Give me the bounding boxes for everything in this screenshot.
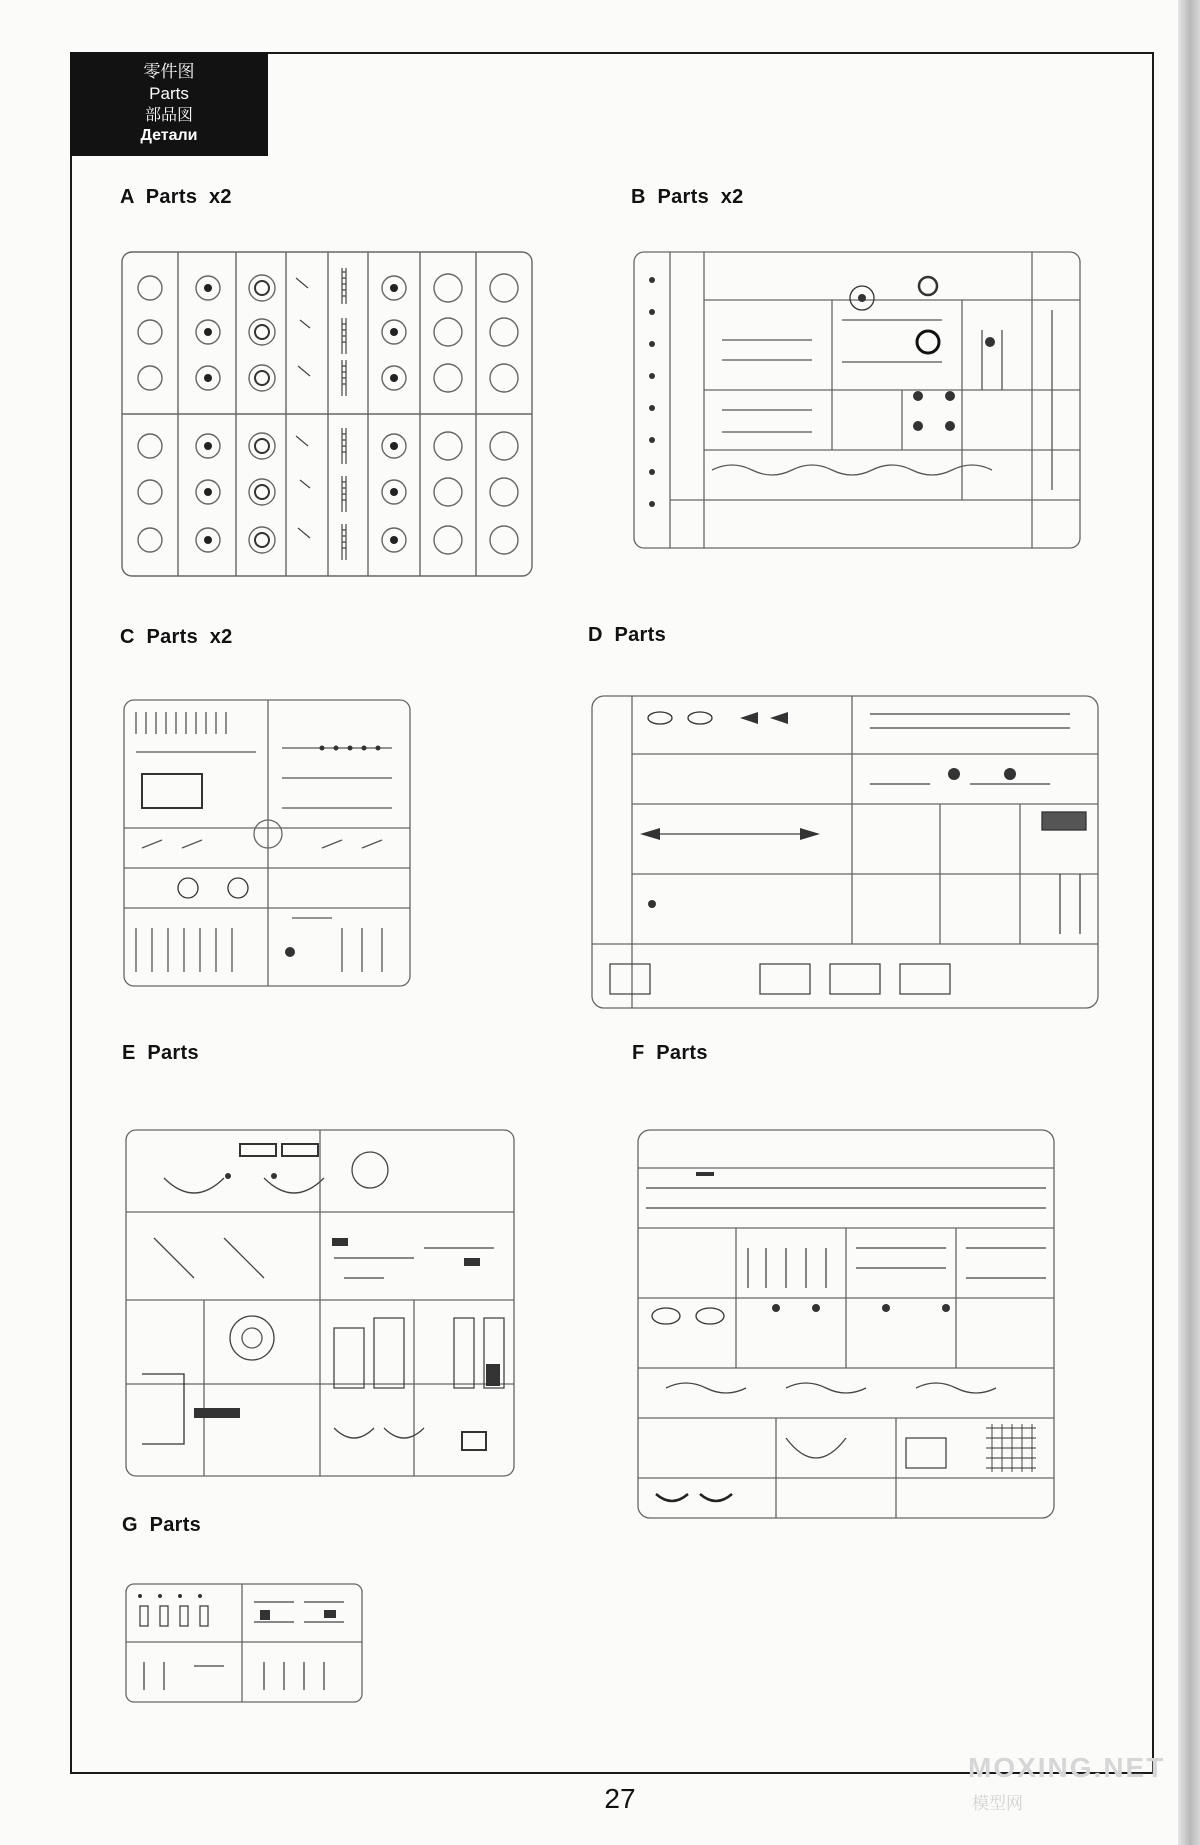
section-d-label: Parts	[614, 624, 666, 646]
sprue-c-drawing	[122, 698, 412, 988]
section-c-label: Parts	[146, 626, 198, 648]
parts-header	[70, 52, 268, 156]
watermark-sub: 模型网	[972, 1794, 1023, 1814]
sprue-a-drawing	[120, 248, 536, 580]
section-b-qty: x2	[720, 186, 744, 208]
sprue-f-drawing	[636, 1128, 1056, 1520]
section-b-label: Parts	[657, 186, 709, 208]
section-b-title	[631, 186, 744, 209]
section-c-letter: C	[120, 626, 135, 648]
section-e-letter: E	[122, 1042, 136, 1064]
section-e-label: Parts	[147, 1042, 199, 1064]
section-e-title	[122, 1042, 199, 1065]
section-c-title	[120, 626, 233, 649]
section-g-letter: G	[122, 1514, 138, 1536]
section-a-letter: A	[120, 186, 135, 208]
header-title-ja: 部品図	[144, 105, 193, 124]
section-g-title	[122, 1514, 201, 1537]
section-b-letter: B	[631, 186, 646, 208]
section-f-label: Parts	[656, 1042, 708, 1064]
section-a-qty: x2	[208, 186, 232, 208]
watermark-logo: MOXING.NET	[968, 1752, 1166, 1783]
header-title-en: Parts	[149, 84, 189, 103]
section-a-title	[120, 186, 232, 209]
section-d-letter: D	[588, 624, 603, 646]
section-f-title	[632, 1042, 708, 1065]
header-title-zh: 零件图	[143, 62, 195, 82]
sprue-d-drawing	[590, 694, 1100, 1010]
sprue-b-drawing	[632, 250, 1084, 552]
section-c-qty: x2	[209, 626, 233, 648]
section-a-label: Parts	[145, 186, 198, 208]
section-d-title	[588, 624, 666, 647]
section-g-label: Parts	[149, 1514, 202, 1536]
page-number: 27	[604, 1783, 636, 1814]
scan-edge	[1178, 0, 1200, 1845]
header-title-ru: Детали	[140, 127, 198, 144]
sprue-g-drawing	[124, 1582, 364, 1704]
sprue-e-drawing	[124, 1128, 516, 1478]
section-f-letter: F	[632, 1042, 645, 1064]
